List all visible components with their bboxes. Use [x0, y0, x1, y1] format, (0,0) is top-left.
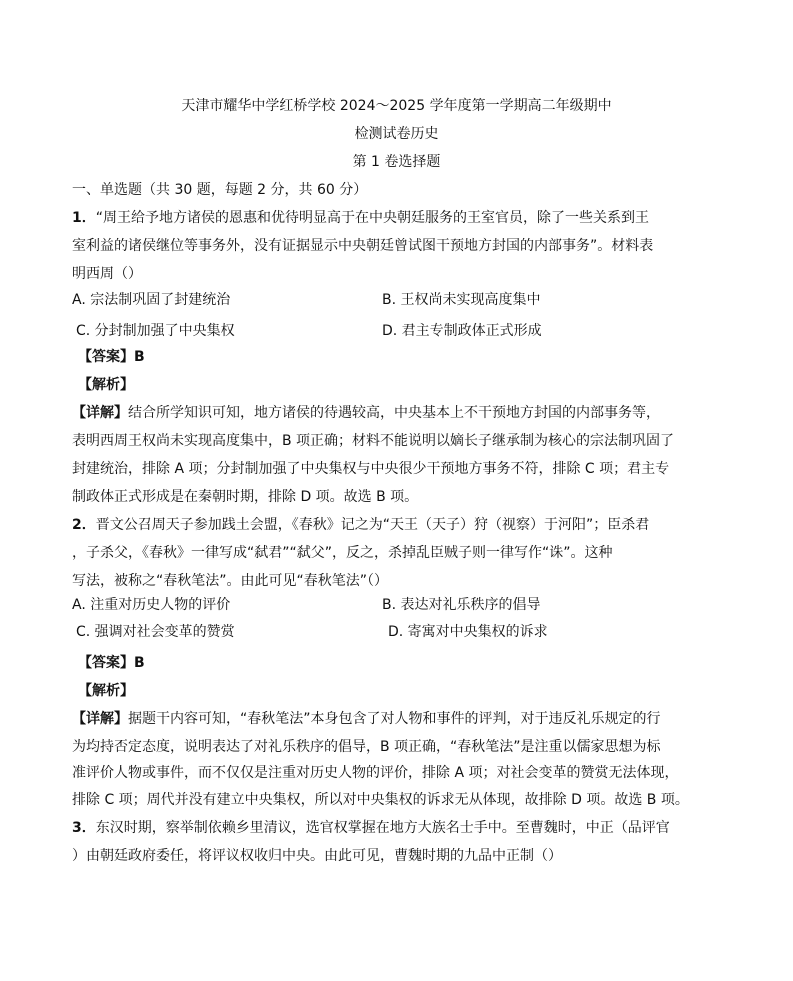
question-2-detail-line2: 为均持否定态度，说明表达了对礼乐秩序的倡导，B 项正确，“春秋笔法”是注重以儒家思想为标	[72, 739, 661, 755]
question-3-line2: ）由朝廷政府委任，将评议权收归中央。由此可见，曹魏时期的九品中正制（）	[72, 848, 562, 864]
question-1-text: “周王给予地方诸侯的恩惠和优待明显高于在中央朝廷服务的王室官员，除了一些关系到王	[95, 210, 650, 226]
question-1-option-d: D. 君主专制政体正式形成	[382, 323, 542, 339]
question-3-line1	[72, 818, 670, 838]
question-2-detail-line1	[72, 709, 661, 729]
detail-text: 据题干内容可知，“春秋笔法”本身包含了对人物和事件的评判，对于违反礼乐规定的行	[128, 711, 661, 727]
question-2-number: 2．	[72, 517, 96, 533]
question-2-option-c: C. 强调对社会变革的赞赏	[76, 624, 235, 640]
question-3-number: 3．	[72, 820, 96, 836]
question-2-line2: ，子杀父，《春秋》一律写成“弑君”“弑父”，反之，杀掉乱臣贼子则一律写作“诛”。这种	[72, 545, 613, 561]
question-1-analysis-label: 【解析】	[78, 377, 134, 393]
question-2-text: 晋文公召周天子参加践土会盟，《春秋》记之为“天王（天子）狩（视察）于河阳”；臣杀君	[95, 517, 650, 533]
answer-value: B	[134, 349, 145, 365]
question-1-line1	[72, 208, 649, 228]
question-2-detail-line4: 排除 C 项；周代并没有建立中央集权，所以对中央集权的诉求无从体现，故排除 D 项。故选 B 项。	[72, 792, 689, 808]
question-2-detail-line3: 准评价人物或事件，而不仅仅是注重对历史人物的评价，排除 A 项；对社会变革的赞赏无法体现，	[72, 765, 679, 781]
section-title: 一、单选题（共 30 题，每题 2 分，共 60 分）	[72, 182, 368, 198]
question-1-line3: 明西周（）	[72, 266, 142, 282]
answer-label: 【答案】	[78, 655, 134, 671]
question-1-number: 1．	[72, 210, 96, 226]
question-1-option-a: A. 宗法制巩固了封建统治	[72, 292, 231, 308]
detail-label: 【详解】	[72, 405, 128, 421]
question-2-analysis-label: 【解析】	[78, 683, 134, 699]
question-3-text: 东汉时期，察举制依赖乡里清议，选官权掌握在地方大族名士手中。至曹魏时，中正（品评官	[95, 820, 670, 836]
question-2-option-d: D. 寄寓对中央集权的诉求	[388, 624, 548, 640]
question-1-option-b: B. 王权尚未实现高度集中	[382, 292, 541, 308]
question-2-option-b: B. 表达对礼乐秩序的倡导	[382, 597, 541, 613]
exam-title-line2: 检测试卷历史	[354, 126, 439, 142]
detail-text: 结合所学知识可知，地方诸侯的待遇较高，中央基本上不干预地方封国的内部事务等，	[128, 405, 660, 421]
exam-title-line3: 第 1 卷选择题	[352, 154, 441, 170]
answer-value: B	[134, 655, 145, 671]
question-1-detail-line3: 封建统治，排除 A 项；分封制加强了中央集权与中央很少干预地方事务不符，排除 C 项；君主专	[72, 461, 670, 477]
question-1-answer	[78, 347, 145, 367]
question-2-option-a: A. 注重对历史人物的评价	[72, 597, 231, 613]
question-1-line2: 室利益的诸侯继位等事务外，没有证据显示中央朝廷曾试图干预地方封国的内部事务”。材料表	[72, 238, 654, 254]
question-2-line1	[72, 515, 649, 535]
detail-label: 【详解】	[72, 711, 128, 727]
question-1-option-c: C. 分封制加强了中央集权	[76, 323, 235, 339]
question-2-line3: 写法，被称之“春秋笔法”。由此可见“春秋笔法”（）	[72, 573, 389, 589]
answer-label: 【答案】	[78, 349, 134, 365]
question-2-answer	[78, 653, 145, 673]
exam-title-line1: 天津市耀华中学红桥学校 2024～2025 学年度第一学期高二年级期中	[181, 98, 612, 114]
question-1-detail-line2: 表明西周王权尚未实现高度集中，B 项正确；材料不能说明以嫡长子继承制为核心的宗法制巩固了	[72, 433, 675, 449]
question-1-detail-line4: 制政体正式形成是在秦朝时期，排除 D 项。故选 B 项。	[72, 489, 419, 505]
question-1-detail-line1	[72, 403, 660, 423]
